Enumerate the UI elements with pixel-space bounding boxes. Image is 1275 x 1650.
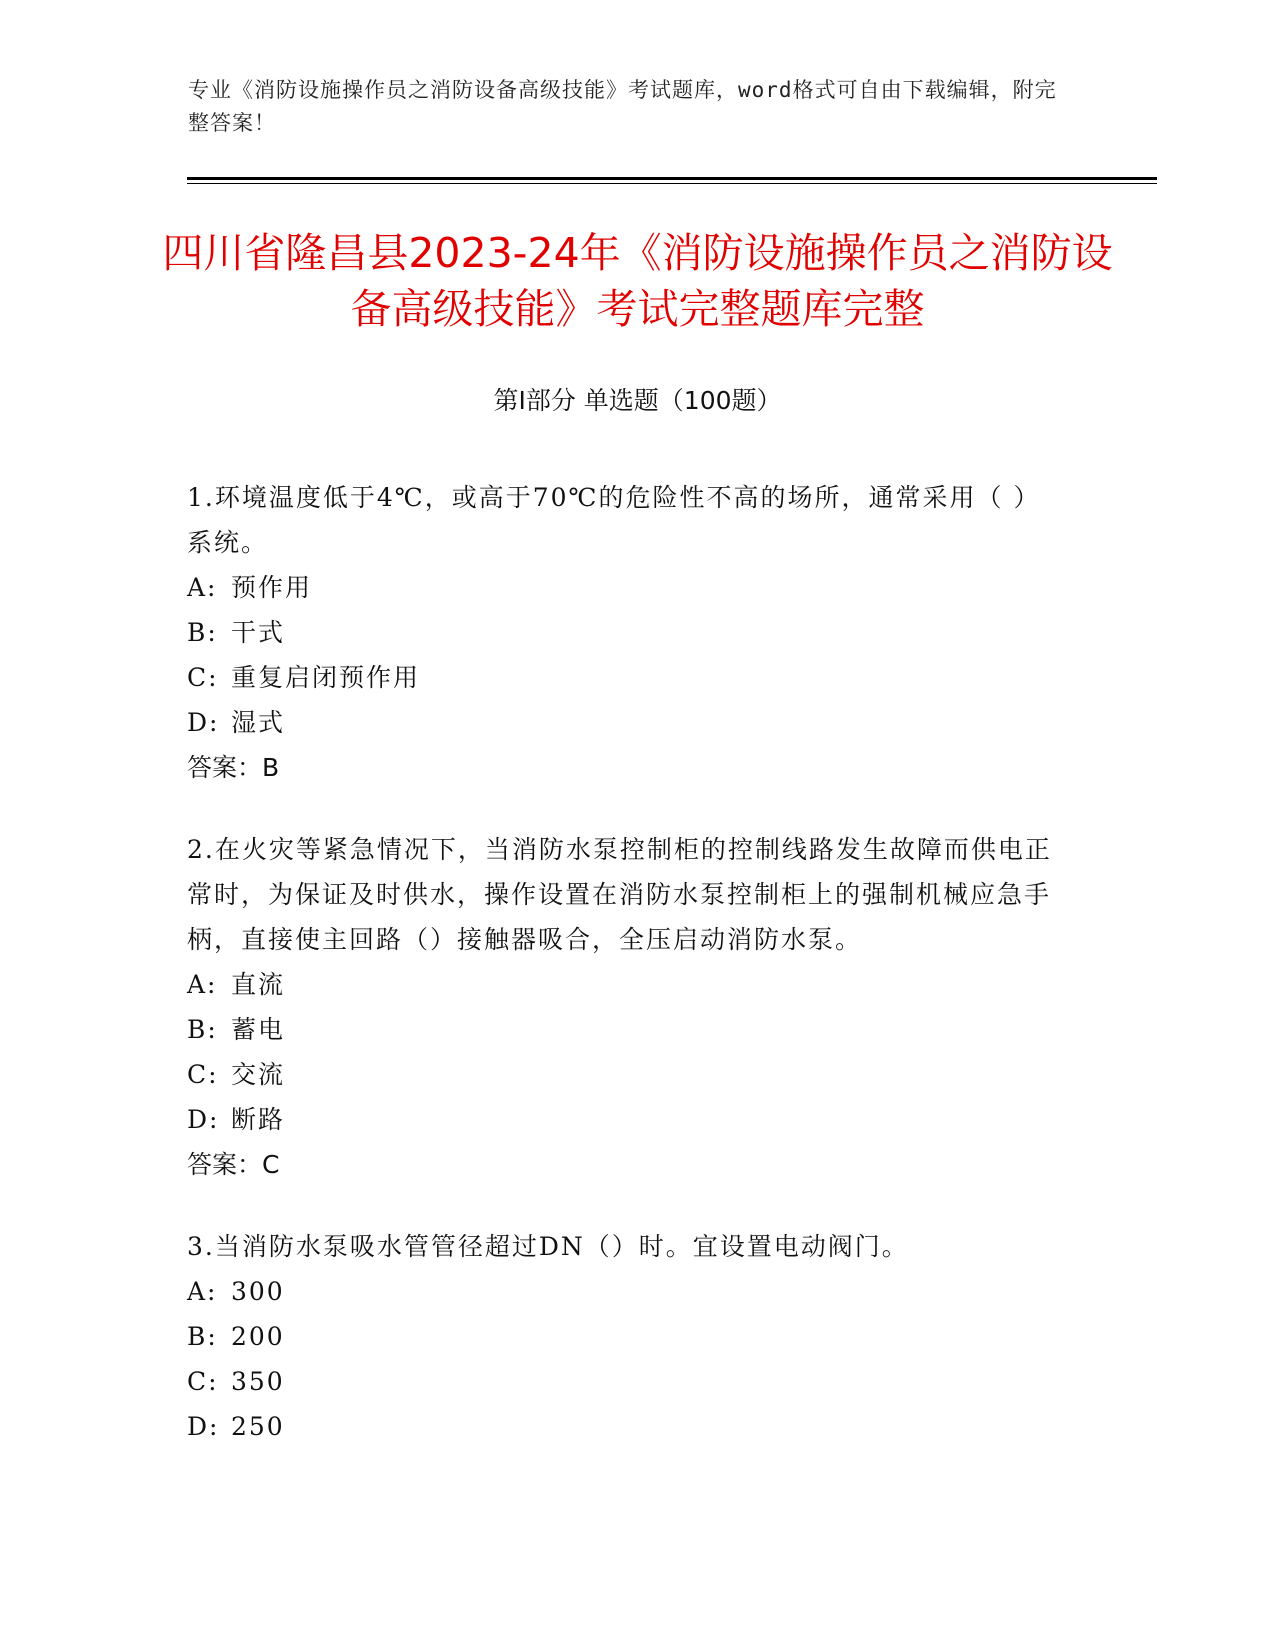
option-text: 350	[231, 1367, 285, 1396]
question-list	[187, 475, 1067, 1486]
option-key: A:	[187, 1277, 218, 1306]
option-key: B:	[187, 1015, 218, 1044]
option-text: 湿式	[231, 708, 286, 737]
option-text: 干式	[231, 618, 286, 647]
option-a	[187, 1269, 1067, 1314]
option-a	[187, 565, 1067, 610]
option-text: 蓄电	[231, 1015, 286, 1044]
option-a	[187, 962, 1067, 1007]
answer: 答案：C	[187, 1150, 280, 1179]
option-key: C:	[187, 663, 219, 692]
option-text: 重复启闭预作用	[231, 663, 421, 692]
option-text: 250	[231, 1412, 285, 1441]
option-key: B:	[187, 618, 218, 647]
option-c	[187, 1359, 1067, 1404]
question-text: 3.当消防水泵吸水管管径超过DN（）时。宜设置电动阀门。	[187, 1232, 909, 1261]
option-b	[187, 1314, 1067, 1359]
option-b	[187, 1007, 1067, 1052]
question-text: 1.环境温度低于4℃，或高于70℃的危险性不高的场所，通常采用（ ）系统。	[187, 483, 1041, 557]
option-d	[187, 1097, 1067, 1142]
option-b	[187, 610, 1067, 655]
option-d	[187, 700, 1067, 745]
option-c	[187, 1052, 1067, 1097]
header-divider-thick	[187, 177, 1157, 180]
question-2	[187, 827, 1067, 1187]
option-text: 断路	[231, 1105, 286, 1134]
question-1	[187, 475, 1067, 790]
option-text: 交流	[231, 1060, 286, 1089]
option-key: D:	[187, 708, 220, 737]
option-text: 200	[231, 1322, 285, 1351]
header-divider-thin	[187, 183, 1157, 184]
question-text: 2.在火灾等紧急情况下，当消防水泵控制柜的控制线路发生故障而供电正常时，为保证及时供水，操作设置在消防水泵控制柜上的强制机械应急手柄，直接使主回路（）接触器吸合，全压启动消防水泵。	[187, 835, 1052, 954]
option-key: A:	[187, 573, 218, 602]
question-3	[187, 1224, 1067, 1449]
header-note: 专业《消防设施操作员之消防设备高级技能》考试题库，word格式可自由下载编辑，附完整答案！	[188, 78, 1057, 135]
option-text: 直流	[231, 970, 286, 999]
option-c	[187, 655, 1067, 700]
option-d	[187, 1404, 1067, 1449]
option-key: D:	[187, 1105, 220, 1134]
option-key: A:	[187, 970, 218, 999]
option-key: C:	[187, 1367, 219, 1396]
option-key: C:	[187, 1060, 219, 1089]
option-text: 300	[231, 1277, 285, 1306]
document-title: 四川省隆昌县2023-24年《消防设施操作员之消防设备高级技能》考试完整题库完整	[162, 229, 1113, 333]
option-key: B:	[187, 1322, 218, 1351]
option-text: 预作用	[231, 573, 313, 602]
answer: 答案：B	[187, 753, 280, 782]
section-title: 第Ⅰ部分 单选题（100题）	[493, 386, 782, 415]
option-key: D:	[187, 1412, 220, 1441]
